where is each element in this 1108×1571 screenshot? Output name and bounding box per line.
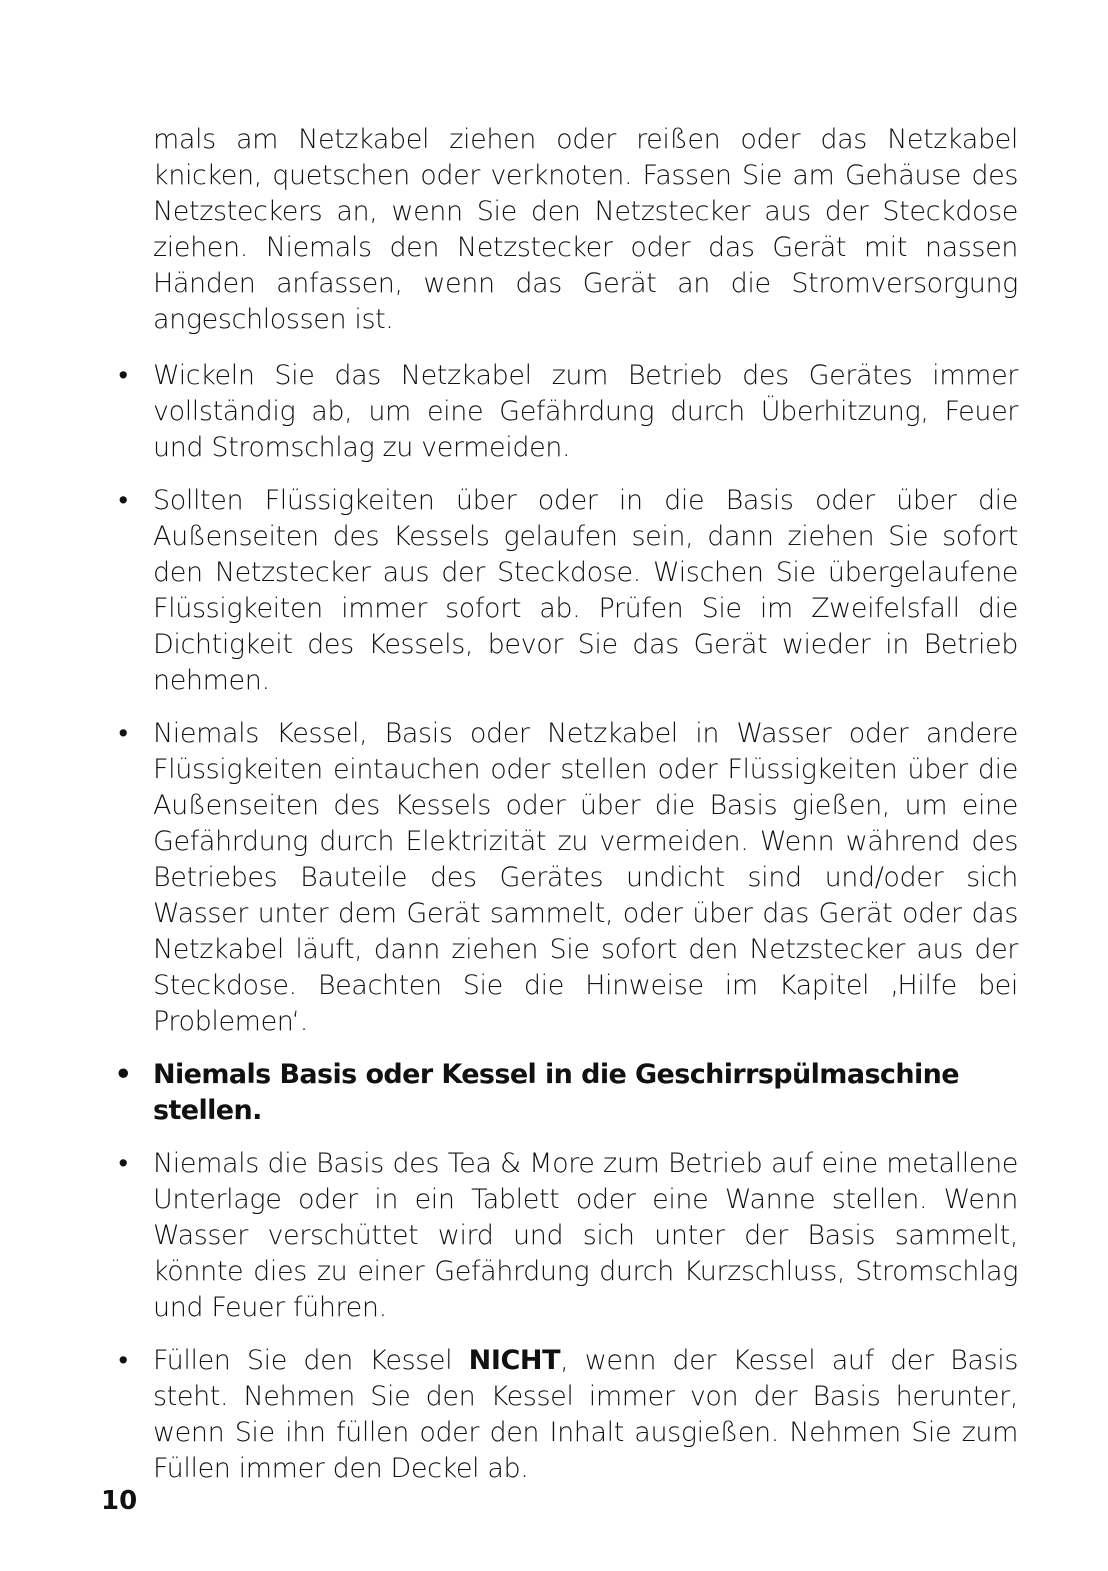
bullet-icon: •: [118, 718, 128, 749]
list-item: [118, 358, 1018, 466]
intro-paragraph: mals am Netzkabel ziehen oder reißen oder das Netzkabel knicken, quetschen oder verknoten. Fassen Sie am Gehäuse des Netzsteckers an, wenn Sie den Netzstecker aus der Steckdose ziehen. Niemals den Netzstecker oder das Gerät mit nassen Händen anfassen, wenn das Gerät an die Stromversorgung angeschlossen ist.: [153, 124, 1018, 335]
list-item: [118, 483, 1018, 699]
bullet-icon: •: [118, 485, 128, 516]
list-item-text: Niemals die Basis des Tea & More zum Betrieb auf eine metallene Unterlage oder in ein Tablett oder eine Wanne stellen. Wenn Wasser verschüttet wird und sich unter der Basis sammelt, könnte dies zu einer Gefährdung durch Kurzschluss, Stromschlag und Feuer führen.: [153, 1148, 1018, 1323]
list-item-text-after: , wenn der Kessel auf der Basis steht. Nehmen Sie den Kessel immer von der Basis herunter, wenn Sie ihn füllen oder den Inhalt ausgießen. Nehmen Sie zum Füllen immer den Deckel ab.: [153, 1345, 1018, 1484]
list-item: [118, 716, 1018, 1040]
page-number: 10: [101, 1486, 138, 1516]
list-item-warning: [114, 1057, 1018, 1129]
list-item: [118, 1146, 1018, 1326]
bullet-icon: •: [118, 1148, 128, 1179]
list-item-text: Niemals Kessel, Basis oder Netzkabel in Wasser oder andere Flüssigkeiten eintauchen oder stellen oder Flüssigkeiten über die Außenseiten des Kessels oder über die Basis gießen, um eine Gefährdung durch Elektrizität zu vermeiden. Wenn während des Betriebes Bauteile des Gerätes undicht sind und/oder sich Wasser unter dem Gerät sammelt, oder über das Gerät oder das Netzkabel läuft, dann ziehen Sie sofort den Netzstecker aus der Steckdose. Beachten Sie die Hinweise im Kapitel ‚Hilfe bei Problemen‘.: [153, 718, 1018, 1037]
bullet-icon: •: [118, 1345, 128, 1376]
list-item-emphasis: NICHT: [468, 1345, 561, 1376]
list-item-text: Sollten Flüssigkeiten über oder in die Basis oder über die Außenseiten des Kessels gelaufen sein, dann ziehen Sie sofort den Netzstecker aus der Steckdose. Wischen Sie übergelaufene Flüssigkeiten immer sofort ab. Prüfen Sie im Zweifelsfall die Dichtigkeit des Kessels, bevor Sie das Gerät wieder in Betrieb nehmen.: [153, 485, 1018, 696]
list-item: [118, 1343, 1018, 1487]
list-item-text: Wickeln Sie das Netzkabel zum Betrieb des Gerätes immer vollständig ab, um eine Gefährdung durch Überhitzung, Feuer und Stromschlag zu vermeiden.: [153, 360, 1018, 463]
list-item-text: Niemals Basis oder Kessel in die Geschirrspülmaschine stellen.: [153, 1059, 959, 1126]
bullet-icon: •: [114, 1059, 132, 1090]
text-column: [114, 122, 1018, 1504]
list-item-text-before: Füllen Sie den Kessel: [153, 1345, 453, 1376]
bullet-icon: •: [118, 360, 128, 391]
